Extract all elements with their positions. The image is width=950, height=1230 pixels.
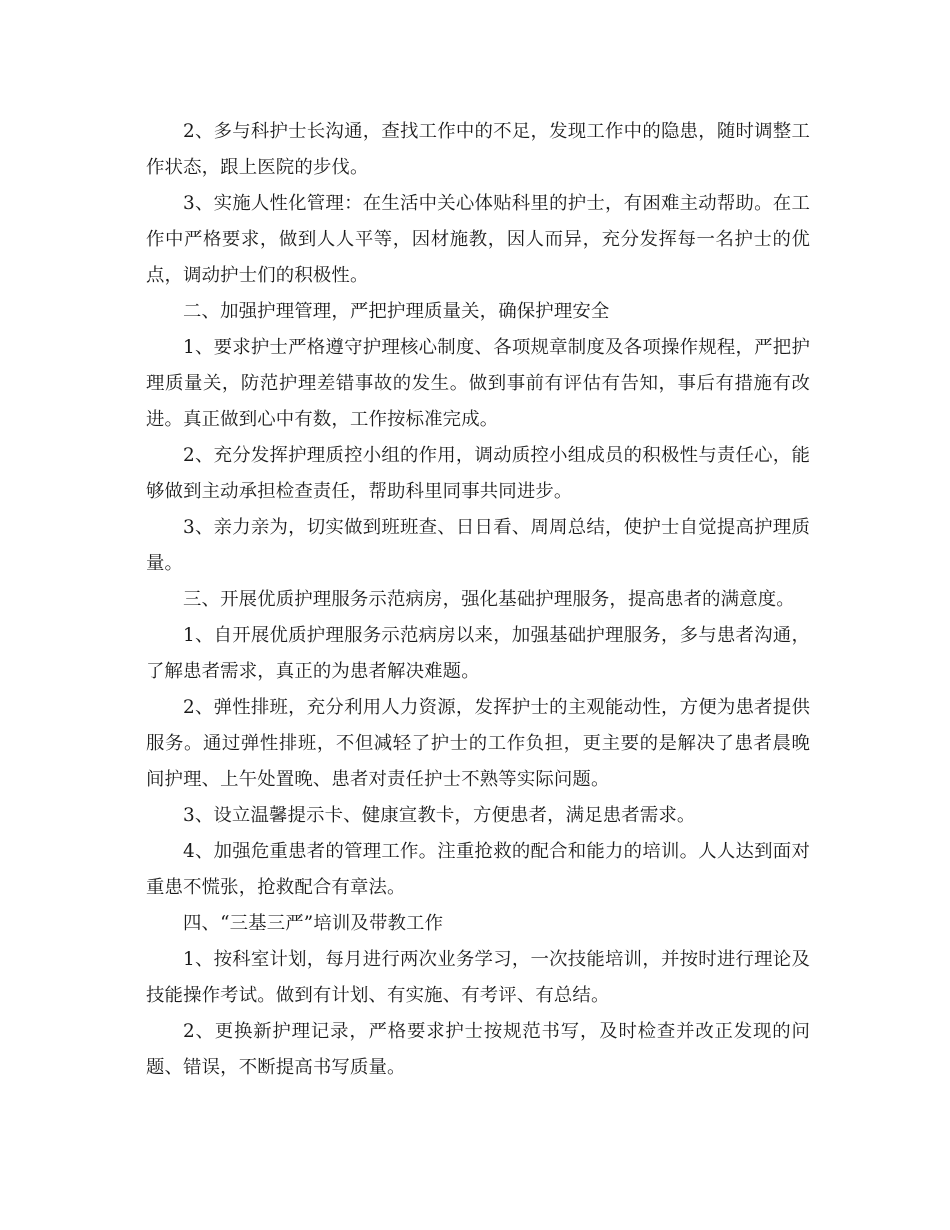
paragraph-shift-inspection: 3、亲力亲为，切实做到班班查、日日看、周周总结，使护士自觉提高护理质量。 [146,517,810,574]
paragraph-nursing-records: 2、更换新护理记录，严格要求护士按规范书写，及时检查并改正发现的问题、错误，不断提高书写质量。 [146,1021,810,1078]
document-body [146,114,810,1086]
paragraph-reminder-cards: 3、设立温馨提示卡、健康宣教卡，方便患者，满足患者需求。 [183,805,696,826]
paragraph-quality-control-group: 2、充分发挥护理质控小组的作用，调动质控小组成员的积极性与责任心，能够做到主动承担检查责任，帮助科里同事共同进步。 [146,445,810,502]
paragraph-flexible-scheduling: 2、弹性排班，充分利用人力资源，发挥护士的主观能动性，方便为患者提供服务。通过弹性排班，不但减轻了护士的工作负担，更主要的是解决了患者晨晚间护理、上午处置晚、患者对责任护士不熟等实际问题。 [146,697,810,790]
paragraph-critical-patients: 4、加强危重患者的管理工作。注重抢救的配合和能力的培训。人人达到面对重患不慌张，抢救配合有章法。 [146,841,810,898]
section-heading-nursing-management: 二、加强护理管理，严把护理质量关，确保护理安全 [183,301,610,322]
section-heading-training: 四、“三基三严”培训及带教工作 [183,913,444,934]
paragraph-study-plan: 1、按科室计划，每月进行两次业务学习，一次技能培训，并按时进行理论及技能操作考试。做到有计划、有实施、有考评、有总结。 [146,949,810,1006]
paragraph-humanized-management: 3、实施人性化管理：在生活中关心体贴科里的护士，有困难主动帮助。在工作中严格要求，做到人人平等，因材施教，因人而异，充分发挥每一名护士的优点，调动护士们的积极性。 [146,193,810,286]
section-heading-quality-service: 三、开展优质护理服务示范病房，强化基础护理服务，提高患者的满意度。 [183,589,795,610]
paragraph-core-system: 1、要求护士严格遵守护理核心制度、各项规章制度及各项操作规程，严把护理质量关，防范护理差错事故的发生。做到事前有评估有告知，事后有措施有改进。真正做到心中有数，工作按标准完成。 [146,337,810,430]
paragraph-communication: 2、多与科护士长沟通，查找工作中的不足，发现工作中的隐患，随时调整工作状态，跟上医院的步伐。 [146,121,810,178]
paragraph-model-ward: 1、自开展优质护理服务示范病房以来，加强基础护理服务，多与患者沟通，了解患者需求，真正的为患者解决难题。 [146,625,810,682]
